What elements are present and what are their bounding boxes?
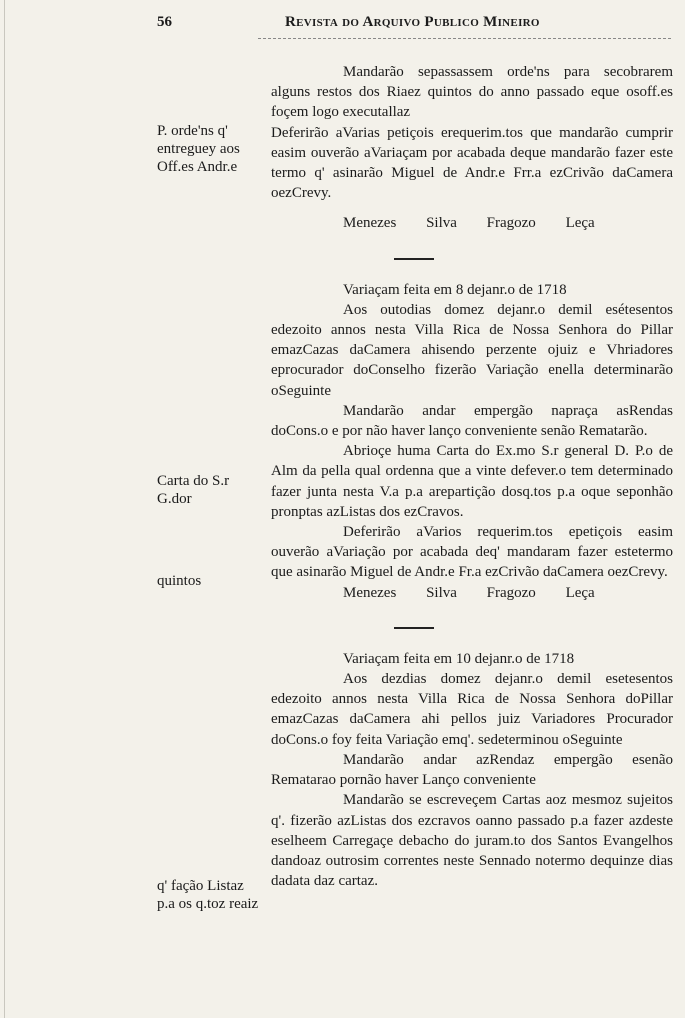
margin-note-text: q' fação Listaz p.a os q.toz reaiz (157, 878, 259, 912)
signature: Leça (565, 584, 595, 601)
paragraph: Deferirão aVarias petiçois erequerim.tos que mandarão cumprir easim ouverão aVariaçam por acabada deque mandarão fazer este termo q' asinarão Miguel de Andr.e Frr.a ezCrivão daCamera oezCrevy. (271, 124, 673, 202)
signature: Fragozo (486, 215, 536, 232)
margin-note-text: P. orde'ns q' entreguey aos Off.es Andr.e (157, 123, 240, 175)
signatures-line (271, 583, 673, 603)
paragraph: Mandarão andar empergão napraça asRendas doCons.o e por não haver lanço conveniente senão Rematarão. (271, 402, 673, 440)
margin-note-text: Carta do S.r G.dor (157, 473, 230, 507)
signatures-line (271, 213, 673, 233)
signature: Fragozo (486, 584, 536, 601)
paragraph: Deferirão aVarios requerim.tos epetiçois easim ouverão aVariação por acabada deq' mandaram fazer estetermo que asinarão Miguel de Andr.e Fr.a ezCrivão daCamera oezCrevy. (271, 524, 673, 581)
page-number: 56 (157, 14, 172, 30)
paragraph: Aos outodias domez dejanr.o demil esétesentos edezoito annos nesta Villa Rica de Nossa Senhora do Pillar emazCazas daCamera ahisendo perzente ojuiz e Vhriadores eprocurador doConselho fizerão Variação enella determinarão oSeguinte (271, 301, 673, 399)
signature: Silva (426, 584, 457, 601)
paragraph: Mandarão sepassassem orde'ns para secobrarem alguns restos dos Riaez quintos do anno passado eque osoff.es foçem logo executallaz (271, 64, 673, 121)
section-divider (394, 258, 434, 260)
session-title: Variaçam feita em 10 dejanr.o de 1718 (343, 650, 575, 667)
paragraph: Mandarão andar azRendaz empergão esenão Rematarao pornão haver Lanço conveniente (271, 751, 673, 789)
signature: Menezes (343, 584, 397, 601)
signature: Silva (426, 215, 457, 232)
main-text-column (271, 62, 673, 891)
paragraph: Abrioçe huma Carta do Ex.mo S.r general D. P.o de Alm da pella qual ordenna que a vinte defever.o tem determinado fazer junta nesta V.a p.a arepartição dosq.tos p.a oque seponhão pronptas azListas dos ezCravos. (271, 443, 673, 520)
section-divider (394, 627, 434, 629)
page-edge-line (4, 0, 5, 1018)
margin-note (157, 877, 262, 913)
margin-note (157, 572, 262, 590)
paragraph: Mandarão se escreveçem Cartas aoz mesmoz sujeitos q'. fizerão azListas dos ezcravos oanno passado p.a fazer azdeste eselheem Carregaçe debacho do juram.to dos Santos Evangelhos dandoaz outrosim correntes neste Sennado notermo dequinze dias dadata daz cartaz. (271, 792, 673, 890)
header-rule (258, 38, 671, 39)
margin-note-text: quintos (157, 573, 202, 589)
paragraph: Aos dezdias domez dejanr.o demil esetesentos edezoito annos nesta Villa Rica de Nossa Senhora doPillar emazCazas daCamera ahi pellos juiz Variadores Procurador doCons.o foy feita Variação emq'. sedeterminou oSeguinte (271, 671, 673, 748)
margin-note (157, 122, 262, 176)
signature: Menezes (343, 215, 397, 232)
margin-note (157, 472, 262, 508)
journal-title: Revista do Arquivo Publico Mineiro (285, 14, 540, 30)
session-title: Variaçam feita em 8 dejanr.o de 1718 (343, 281, 567, 298)
signature: Leça (565, 215, 595, 232)
running-header (0, 14, 685, 38)
